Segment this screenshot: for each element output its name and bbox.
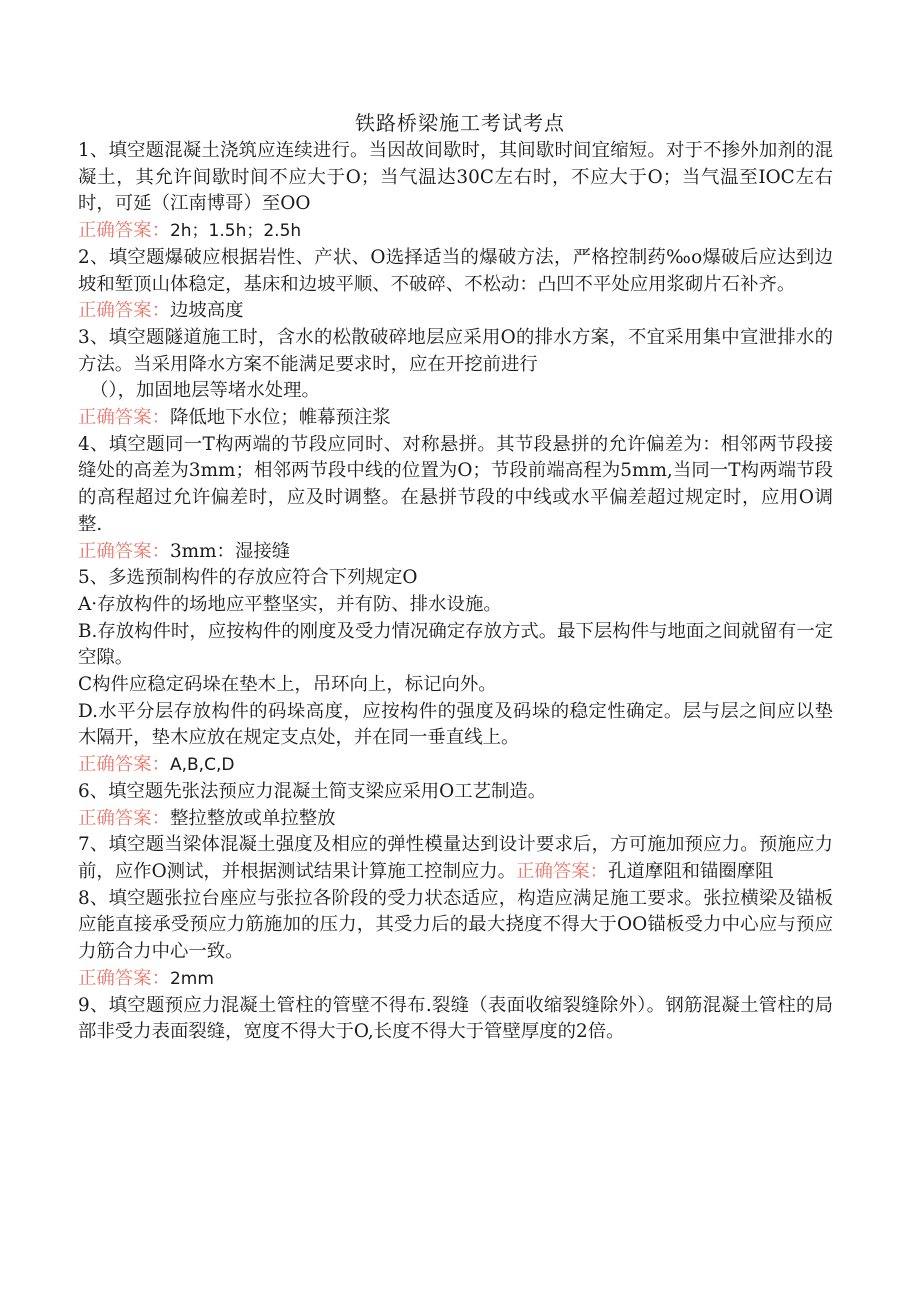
answer-6	[78, 806, 833, 833]
answer-label: 正确答案：	[78, 754, 170, 776]
answer-3	[78, 405, 833, 432]
answer-label: 正确答案：	[78, 220, 170, 242]
option-d: D.水平分层存放构件的码垛高度，应按构件的强度及码垛的稳定性确定。层与层之间应以垫木隔开，垫木应放在规定支点处，并在同一垂直线上。	[78, 700, 833, 749]
answer-5	[78, 752, 833, 779]
question-3: 3、填空题隧道施工时，含水的松散破碎地层应采用O的排水方案，不宜采用集中宣泄排水的方法。当采用降水方案不能满足要求时，应在开挖前进行	[78, 326, 833, 375]
answer-5-value: A,B,C,D	[169, 755, 235, 776]
answer-label: 正确答案：	[78, 540, 170, 562]
document-body	[78, 138, 833, 1046]
question-5: 5、多选预制构件的存放应符合下列规定O	[78, 567, 418, 589]
answer-4	[78, 539, 833, 566]
answer-label: 正确答案：	[516, 860, 609, 882]
answer-1-value: 2h；1.5h；2.5h	[169, 221, 302, 242]
question-9: 9、填空题预应力混凝土管柱的管壁不得布.裂缝（表面收缩裂缝除外）。钢筋混凝土管柱的局部非受力表面裂缝，宽度不得大于O,长度不得大于管壁厚度的2倍。	[78, 994, 833, 1043]
answer-2	[78, 298, 833, 325]
answer-4-value: 3mm：湿接缝	[169, 540, 291, 562]
answer-8	[78, 966, 833, 993]
option-c: C构件应稳定码垛在垫木上，吊环向上，标记向外。	[78, 674, 497, 696]
document-title: 铁路桥梁施工考试考点	[355, 111, 565, 135]
answer-1	[78, 218, 833, 245]
question-6: 6、填空题先张法预应力混凝土简支梁应采用O工艺制造。	[78, 780, 547, 802]
answer-8-value: 2mm	[169, 968, 214, 989]
answer-label: 正确答案：	[78, 807, 170, 829]
answer-label: 正确答案：	[78, 967, 170, 989]
question-7	[78, 832, 833, 885]
answer-2-value: 边坡高度	[169, 300, 244, 322]
question-8: 8、填空题张拉台座应与张拉各阶段的受力状态适应，构造应满足施工要求。张拉横梁及锚板应能直接承受预应力筋施加的压力，其受力后的最大挠度不得大于OO锚板受力中心应与预应力筋合力中心一致。	[78, 887, 833, 963]
answer-3-value: 降低地下水位；帷幕预注浆	[169, 407, 391, 429]
question-2: 2、填空题爆破应根据岩性、产状、O选择适当的爆破方法，严格控制药‰o爆破后应达到边坡和堑顶山体稳定，基床和边坡平顺、不破碎、不松动：凸凹不平处应用浆砌片石补齐。	[78, 246, 833, 295]
question-1: 1、填空题混凝土浇筑应连续进行。当因故间歇时，其间歇时间宜缩短。对于不掺外加剂的混凝土，其允许间歇时间不应大于O；当气温达30C左右时，不应大于O；当气温至IOC左右时，可延（江南博哥）至OO	[78, 140, 833, 215]
question-3-continued: （），加固地层等堵水处理。	[90, 380, 320, 402]
question-7-text: 7、填空题当梁体混凝土强度及相应的弹性模量达到设计要求后，方可施加预应力。预施应力前，应作O测试，并根据测试结果计算施工控制应力。	[78, 834, 833, 882]
answer-6-value: 整拉整放或单拉整放	[169, 807, 336, 829]
option-b: B.存放构件时，应按构件的刚度及受力情况确定存放方式。最下层构件与地面之间就留有一定空隙。	[78, 620, 833, 669]
answer-label: 正确答案：	[78, 300, 170, 322]
option-a: A·存放构件的场地应平整坚实，并有防、排水设施。	[78, 593, 502, 615]
question-4: 4、填空题同一T构两端的节段应同时、对称悬拼。其节段悬拼的允许偏差为：相邻两节段接缝处的高差为3mm；相邻两节段中线的位置为O；节段前端高程为5mm,当同一T构两端节段的高程超过允许偏差时，应及时调整。在悬拼节段的中线或水平偏差超过规定时，应用O调整.	[78, 433, 833, 535]
answer-label: 正确答案：	[78, 407, 170, 429]
answer-7-value: 孔道摩阻和锚圈摩阻	[608, 860, 774, 882]
